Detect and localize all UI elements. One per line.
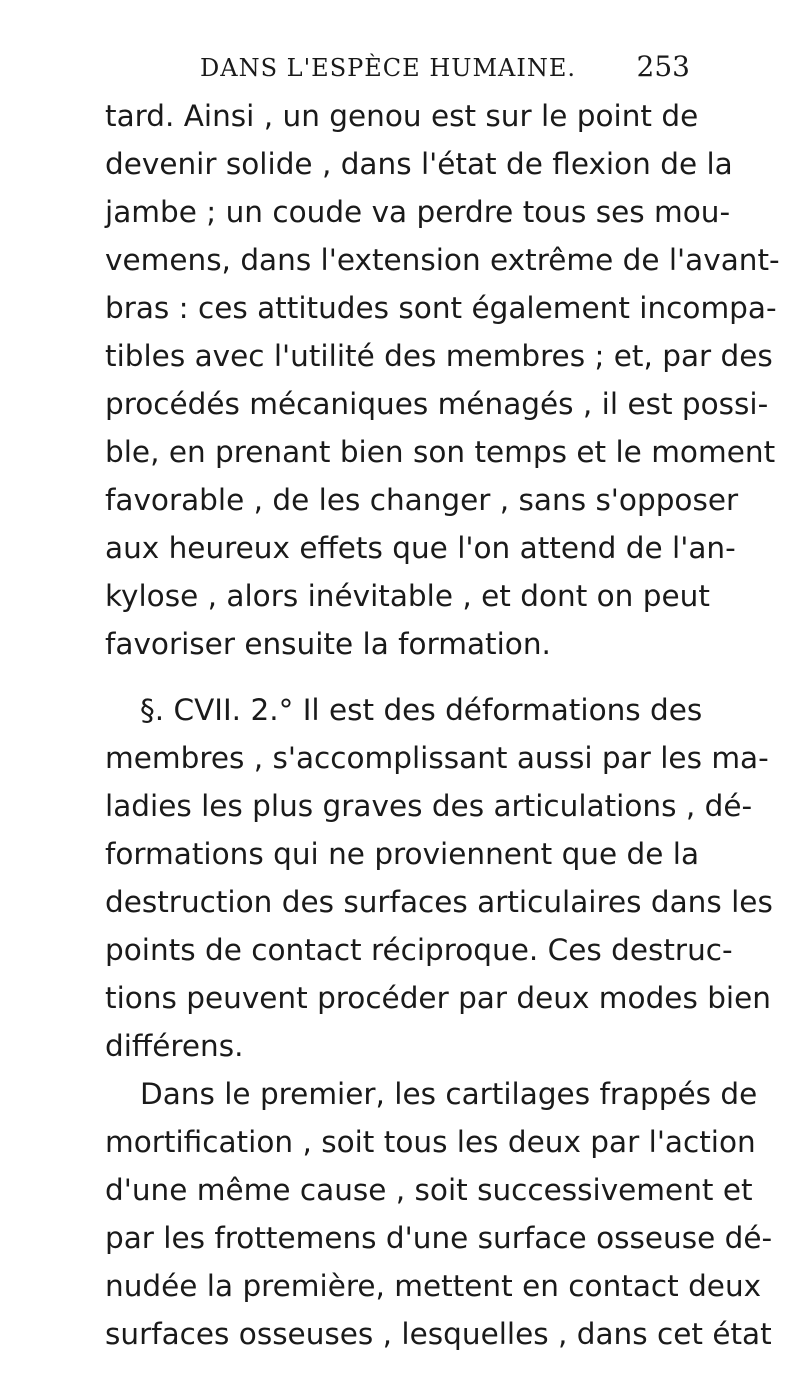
- text-line: différens.: [105, 1029, 244, 1063]
- text-line: surfaces osseuses , lesquelles , dans cet état: [105, 1317, 772, 1351]
- text-line: d'une même cause , soit successivement et: [105, 1173, 753, 1207]
- text-line: par les frottemens d'une surface osseuse dé-: [105, 1221, 773, 1255]
- text-line: procédés mécaniques ménagés , il est possi-: [105, 387, 769, 421]
- body-text: [105, 92, 780, 1358]
- text-line: tibles avec l'utilité des membres ; et, par des: [105, 339, 773, 373]
- text-line: jambe ; un coude va perdre tous ses mou-: [105, 195, 731, 229]
- text-line: favoriser ensuite la formation.: [105, 627, 551, 661]
- text-line: membres , s'accomplissant aussi par les ma-: [105, 741, 769, 775]
- section-heading-line: §. CVII. 2.° Il est des déformations des: [140, 693, 703, 727]
- text-line: vemens, dans l'extension extrême de l'avant-: [105, 243, 780, 277]
- page-number: 253: [636, 50, 690, 83]
- text-line: ble, en prenant bien son temps et le moment: [105, 435, 776, 469]
- page-header: [200, 50, 690, 86]
- text-line: destruction des surfaces articulaires dans les: [105, 885, 773, 919]
- text-line: kylose , alors inévitable , et dont on peut: [105, 579, 710, 613]
- text-line: formations qui ne proviennent que de la: [105, 837, 700, 871]
- text-line: tions peuvent procéder par deux modes bien: [105, 981, 771, 1015]
- text-line: devenir solide , dans l'état de flexion de la: [105, 147, 733, 181]
- text-line: aux heureux effets que l'on attend de l'an-: [105, 531, 736, 565]
- text-line: nudée la première, mettent en contact deux: [105, 1269, 762, 1303]
- text-line: favorable , de les changer , sans s'opposer: [105, 483, 739, 517]
- text-line: tard. Ainsi , un genou est sur le point de: [105, 99, 699, 133]
- text-line: points de contact réciproque. Ces destruc-: [105, 933, 733, 967]
- text-line: mortification , soit tous les deux par l'action: [105, 1125, 756, 1159]
- text-line: Dans le premier, les cartilages frappés de: [140, 1077, 758, 1111]
- text-line: bras : ces attitudes sont également incompa-: [105, 291, 777, 325]
- text-line: ladies les plus graves des articulations , dé-: [105, 789, 753, 823]
- running-head: DANS L'ESPÈCE HUMAINE.: [200, 54, 577, 82]
